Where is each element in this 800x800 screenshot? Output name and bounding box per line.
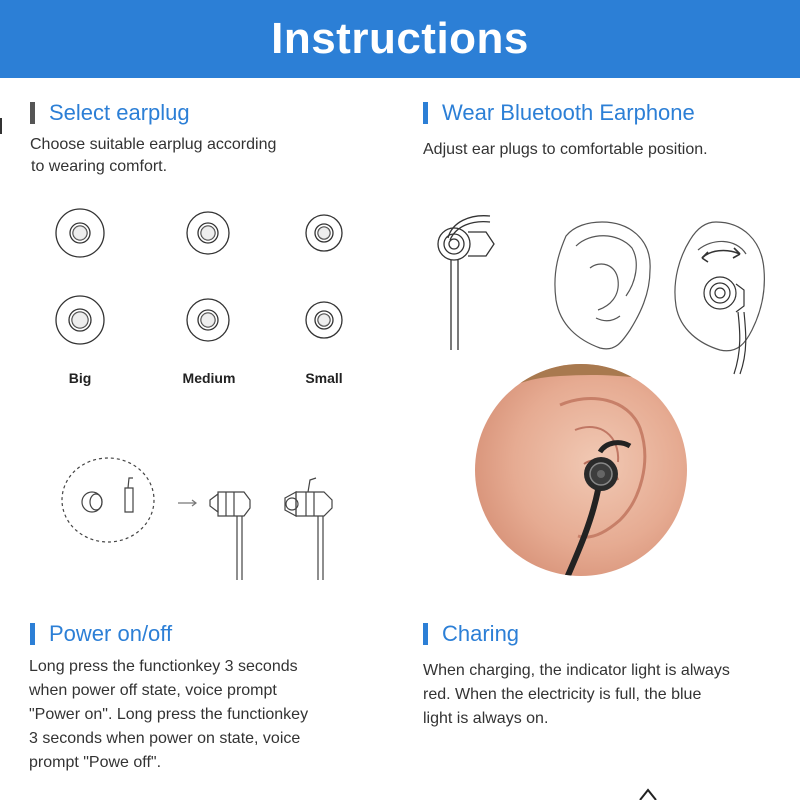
section-bar xyxy=(423,102,428,124)
earplug-assembly-illustration xyxy=(62,458,332,580)
text-line: prompt "Powe off". xyxy=(29,754,162,771)
section-title-text: Charing xyxy=(442,621,520,646)
text-line: When charging, the indicator light is always xyxy=(423,662,730,679)
ear-with-earphone-illustration xyxy=(675,222,764,374)
size-label-big: Big xyxy=(68,370,92,386)
section-bar xyxy=(30,623,35,645)
section-title-wear xyxy=(423,100,695,126)
section-title-power xyxy=(30,621,172,647)
ear-outline-illustration xyxy=(555,222,650,349)
text-line: light is always on. xyxy=(423,710,549,727)
wear-earphone-illustration xyxy=(438,216,494,350)
section-title-text: Wear Bluetooth Earphone xyxy=(442,100,695,125)
ear-photo xyxy=(470,360,700,590)
size-label-medium: Medium xyxy=(182,370,236,386)
text-line: when power off state, voice prompt xyxy=(29,682,277,699)
text-line: 3 seconds when power on state, voice xyxy=(29,730,301,747)
wear-text: Adjust ear plugs to comfortable position. xyxy=(423,141,708,158)
text-line: Long press the functionkey 3 seconds xyxy=(29,658,298,675)
scroll-arrow-icon xyxy=(640,790,656,800)
section-title-text: Select earplug xyxy=(49,100,190,125)
section-title-charging xyxy=(423,621,519,647)
page-title: Instructions xyxy=(271,14,529,63)
text-line: to wearing comfort. xyxy=(31,158,168,175)
section-bar xyxy=(423,623,428,645)
section-title-text: Power on/off xyxy=(49,621,173,646)
text-line: red. When the electricity is full, the blue xyxy=(423,686,702,703)
text-line: "Power on". Long press the functionkey xyxy=(29,706,309,723)
power-text xyxy=(29,655,308,775)
text-line: Choose suitable earplug according xyxy=(30,136,277,153)
charging-text xyxy=(423,659,730,731)
size-label-small: Small xyxy=(305,370,343,386)
